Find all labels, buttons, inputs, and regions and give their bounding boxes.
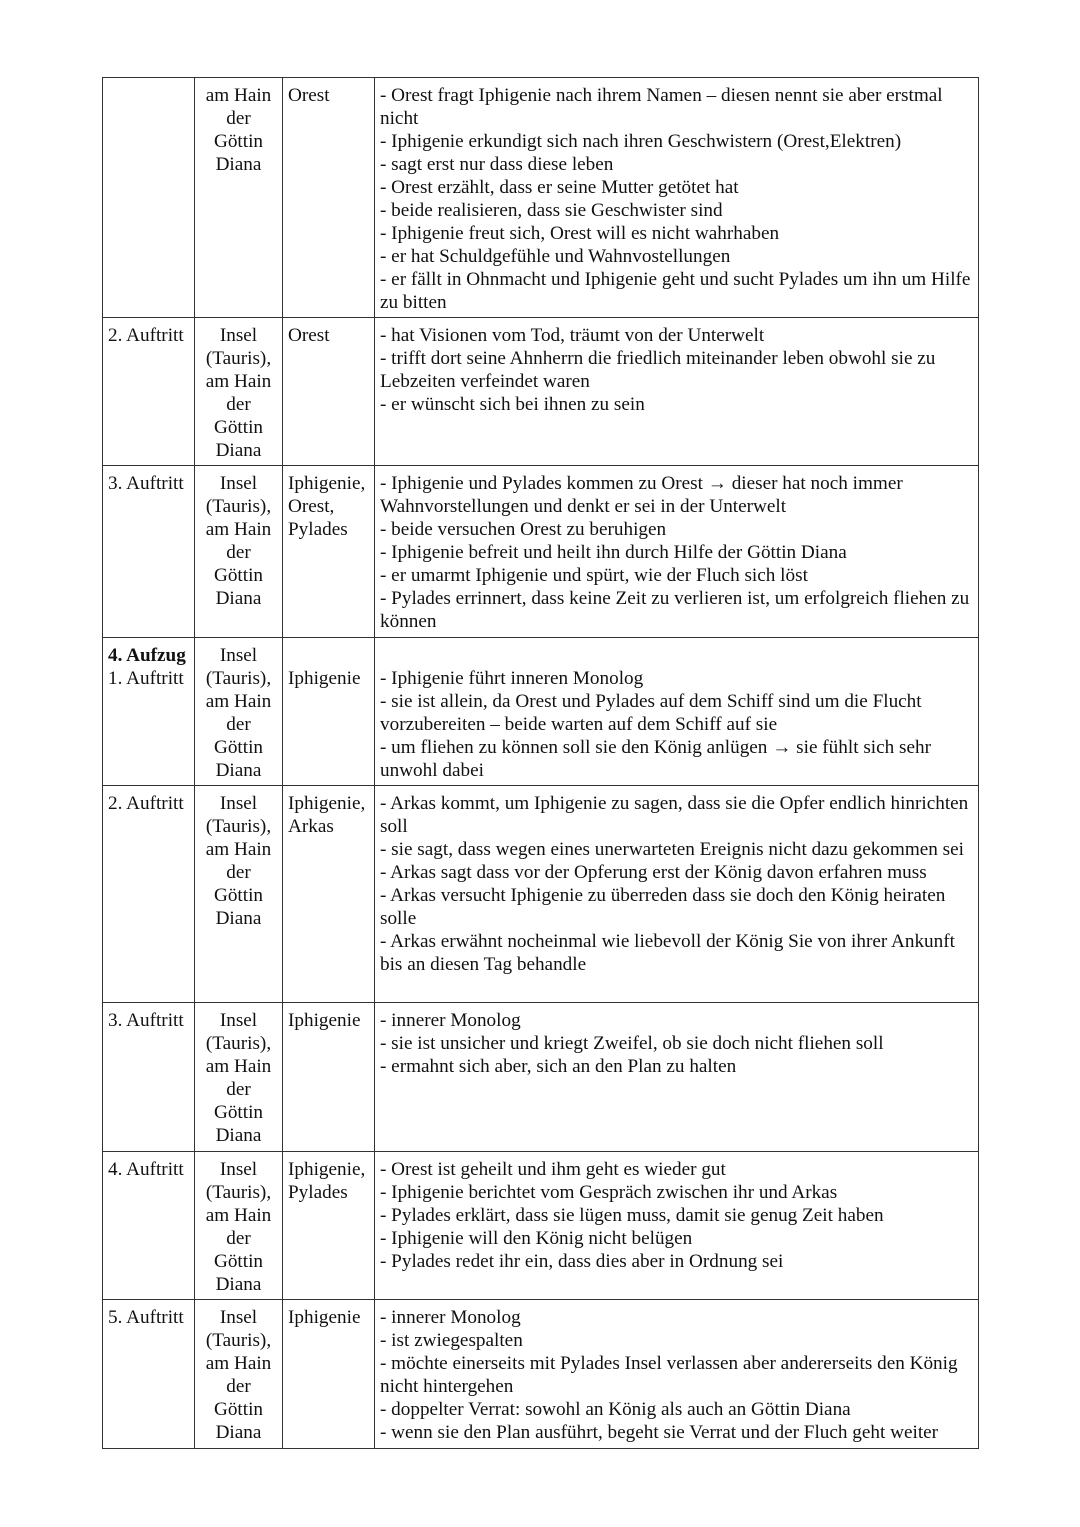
persons-line: Iphigenie, [288, 473, 366, 494]
place-line: Göttin [213, 565, 264, 586]
persons-cell [283, 638, 375, 786]
scene-cell [103, 78, 195, 318]
scene-line: 2. Auftritt [108, 793, 184, 814]
content-line: - Iphigenie und Pylades kommen zu Orest → dieser hat noch immer Wahnvorstellungen und denkt er sei in der Unterwelt [380, 473, 903, 517]
content-line: - Iphigenie will den König nicht belügen [380, 1228, 693, 1249]
persons-cell [283, 1003, 375, 1152]
place-line: am Hain [205, 85, 272, 106]
content-cell [375, 786, 979, 1003]
persons-line [288, 644, 369, 667]
scene-line: 3. Auftritt [108, 1010, 184, 1031]
place-line: Göttin [213, 737, 264, 758]
place-line: am Hain [205, 691, 272, 712]
content-line: - doppelter Verrat: sowohl an König als auch an Göttin Diana [380, 1399, 851, 1420]
content-line: - Arkas erwähnt nocheinmal wie liebevoll der König Sie von ihrer Ankunft bis an diesen Tag behandle [380, 931, 955, 975]
scene-cell [103, 466, 195, 638]
content-line: - um fliehen zu können soll sie den König anlügen → sie fühlt sich sehr unwohl dabei [380, 737, 931, 781]
content-line: - beide versuchen Orest zu beruhigen [380, 519, 667, 540]
place-line: (Tauris), [205, 668, 272, 689]
place-line: am Hain [205, 1205, 272, 1226]
place-line: Diana [215, 760, 262, 781]
place-line: Diana [215, 1274, 262, 1295]
content-line: - Iphigenie führt inneren Monolog [380, 668, 644, 689]
scene-cell [103, 638, 195, 786]
place-line: Insel [219, 473, 258, 494]
content-line: - hat Visionen vom Tod, träumt von der Unterwelt [380, 325, 765, 346]
content-line: - sie sagt, dass wegen eines unerwarteten Ereignis nicht dazu gekommen sei [380, 839, 964, 860]
place-line: Diana [215, 1422, 262, 1443]
place-line: am Hain [205, 519, 272, 540]
place-line: Insel [219, 1307, 258, 1328]
place-line: Insel [219, 645, 258, 666]
scene-line: 3. Auftritt [108, 473, 184, 494]
table-row [103, 638, 979, 786]
content-line: - Arkas sagt dass vor der Opferung erst der König davon erfahren muss [380, 862, 927, 883]
place-line: Diana [215, 154, 262, 175]
place-line: (Tauris), [205, 496, 272, 517]
place-cell [195, 318, 283, 466]
content-line: - Iphigenie berichtet vom Gespräch zwischen ihr und Arkas [380, 1182, 838, 1203]
content-line: - er umarmt Iphigenie und spürt, wie der Fluch sich löst [380, 565, 808, 586]
place-line: der [226, 714, 251, 735]
place-line: Diana [215, 440, 262, 461]
content-cell [375, 78, 979, 318]
place-line: Göttin [213, 417, 264, 438]
place-cell [195, 1300, 283, 1449]
content-line: - er hat Schuldgefühle und Wahnvostellungen [380, 246, 731, 267]
place-line: Insel [219, 1159, 258, 1180]
content-line: - innerer Monolog [380, 1307, 521, 1328]
scene-line: 5. Auftritt [108, 1307, 184, 1328]
content-cell [375, 638, 979, 786]
content-line: - innerer Monolog [380, 1010, 521, 1031]
table-row [103, 786, 979, 1003]
persons-line: Iphigenie [288, 1307, 361, 1328]
place-line: der [226, 542, 251, 563]
content-line [380, 644, 974, 667]
place-line: Insel [219, 325, 258, 346]
persons-line: Iphigenie, [288, 793, 366, 814]
table-row [103, 1300, 979, 1449]
place-line: Diana [215, 1125, 262, 1146]
table-row [103, 1003, 979, 1152]
content-line: - ist zwiegespalten [380, 1330, 523, 1351]
content-line: - Pylades erklärt, dass sie lügen muss, damit sie genug Zeit haben [380, 1205, 884, 1226]
place-cell [195, 466, 283, 638]
content-line: - trifft dort seine Ahnherrn die friedlich miteinander leben obwohl sie zu Lebzeiten verfeindet waren [380, 348, 936, 392]
content-line: - Iphigenie befreit und heilt ihn durch Hilfe der Göttin Diana [380, 542, 847, 563]
place-line: (Tauris), [205, 1182, 272, 1203]
place-line: Göttin [213, 1251, 264, 1272]
content-line: - möchte einerseits mit Pylades Insel verlassen aber andererseits den König nicht hintergehen [380, 1353, 958, 1397]
content-cell [375, 466, 979, 638]
content-line: - Arkas kommt, um Iphigenie zu sagen, dass sie die Opfer endlich hinrichten soll [380, 793, 969, 837]
place-line: am Hain [205, 1056, 272, 1077]
content-line: - sie ist allein, da Orest und Pylades auf dem Schiff sind um die Flucht vorzubereiten – beide warten auf dem Schiff auf sie [380, 691, 922, 735]
scene-table [102, 77, 979, 1449]
persons-cell [283, 1152, 375, 1300]
scene-cell [103, 1300, 195, 1449]
persons-cell [283, 318, 375, 466]
place-line: Göttin [213, 131, 264, 152]
persons-line: Iphigenie [288, 668, 361, 689]
content-line: - Arkas versucht Iphigenie zu überreden dass sie doch den König heiraten solle [380, 885, 946, 929]
content-line: - Iphigenie erkundigt sich nach ihren Geschwistern (Orest,Elektren) [380, 131, 902, 152]
table-row [103, 1152, 979, 1300]
scene-cell [103, 786, 195, 1003]
persons-line: Arkas [288, 816, 334, 837]
persons-cell [283, 466, 375, 638]
place-line: (Tauris), [205, 816, 272, 837]
place-cell [195, 786, 283, 1003]
persons-line: Pylades [288, 519, 348, 540]
persons-cell [283, 1300, 375, 1449]
place-line: am Hain [205, 371, 272, 392]
persons-line: Orest [288, 325, 330, 346]
persons-cell [283, 78, 375, 318]
place-cell [195, 78, 283, 318]
persons-line: Iphigenie [288, 1010, 361, 1031]
scene-cell [103, 1003, 195, 1152]
place-line: am Hain [205, 839, 272, 860]
scene-cell [103, 318, 195, 466]
content-line: - Pylades errinnert, dass keine Zeit zu verlieren ist, um erfolgreich fliehen zu können [380, 588, 970, 632]
content-line: - sagt erst nur dass diese leben [380, 154, 614, 175]
scene-line: 1. Auftritt [108, 668, 184, 689]
place-cell [195, 1003, 283, 1152]
place-line: der [226, 1376, 251, 1397]
persons-line: Orest [288, 85, 330, 106]
place-line: Göttin [213, 1399, 264, 1420]
content-cell [375, 1003, 979, 1152]
persons-line: Orest, [288, 496, 335, 517]
content-line: - er wünscht sich bei ihnen zu sein [380, 394, 645, 415]
content-cell [375, 1300, 979, 1449]
place-line: der [226, 394, 251, 415]
place-line: der [226, 108, 251, 129]
place-line: Insel [219, 1010, 258, 1031]
place-line: (Tauris), [205, 1330, 272, 1351]
scene-table-body [103, 78, 979, 1449]
content-line: - wenn sie den Plan ausführt, begeht sie Verrat und der Fluch geht weiter [380, 1422, 939, 1443]
content-line: - beide realisieren, dass sie Geschwister sind [380, 200, 723, 221]
place-line: Göttin [213, 1102, 264, 1123]
table-row [103, 78, 979, 318]
scene-cell [103, 1152, 195, 1300]
scene-line: 4. Aufzug [108, 645, 186, 666]
place-cell [195, 638, 283, 786]
content-cell [375, 318, 979, 466]
place-line: (Tauris), [205, 348, 272, 369]
content-line: - Orest ist geheilt und ihm geht es wieder gut [380, 1159, 726, 1180]
content-line: - Orest erzählt, dass er seine Mutter getötet hat [380, 177, 739, 198]
content-line: - er fällt in Ohnmacht und Iphigenie geht und sucht Pylades um ihn um Hilfe zu bitten [380, 269, 971, 313]
place-line: Diana [215, 908, 262, 929]
scene-line: 2. Auftritt [108, 325, 184, 346]
content-line: - ermahnt sich aber, sich an den Plan zu halten [380, 1056, 737, 1077]
place-line: der [226, 862, 251, 883]
persons-cell [283, 786, 375, 1003]
place-line: Diana [215, 588, 262, 609]
persons-line: Pylades [288, 1182, 348, 1203]
place-line: Insel [219, 793, 258, 814]
scene-line: 4. Auftritt [108, 1159, 184, 1180]
table-row [103, 318, 979, 466]
content-line: - Pylades redet ihr ein, dass dies aber in Ordnung sei [380, 1251, 784, 1272]
place-line: der [226, 1228, 251, 1249]
persons-line: Iphigenie, [288, 1159, 366, 1180]
place-line: am Hain [205, 1353, 272, 1374]
table-row [103, 466, 979, 638]
place-line: Göttin [213, 885, 264, 906]
place-line: (Tauris), [205, 1033, 272, 1054]
place-line: der [226, 1079, 251, 1100]
content-line: - Orest fragt Iphigenie nach ihrem Namen – diesen nennt sie aber erstmal nicht [380, 85, 943, 129]
content-line: - sie ist unsicher und kriegt Zweifel, ob sie doch nicht fliehen soll [380, 1033, 884, 1054]
place-cell [195, 1152, 283, 1300]
content-line: - Iphigenie freut sich, Orest will es nicht wahrhaben [380, 223, 780, 244]
content-cell [375, 1152, 979, 1300]
